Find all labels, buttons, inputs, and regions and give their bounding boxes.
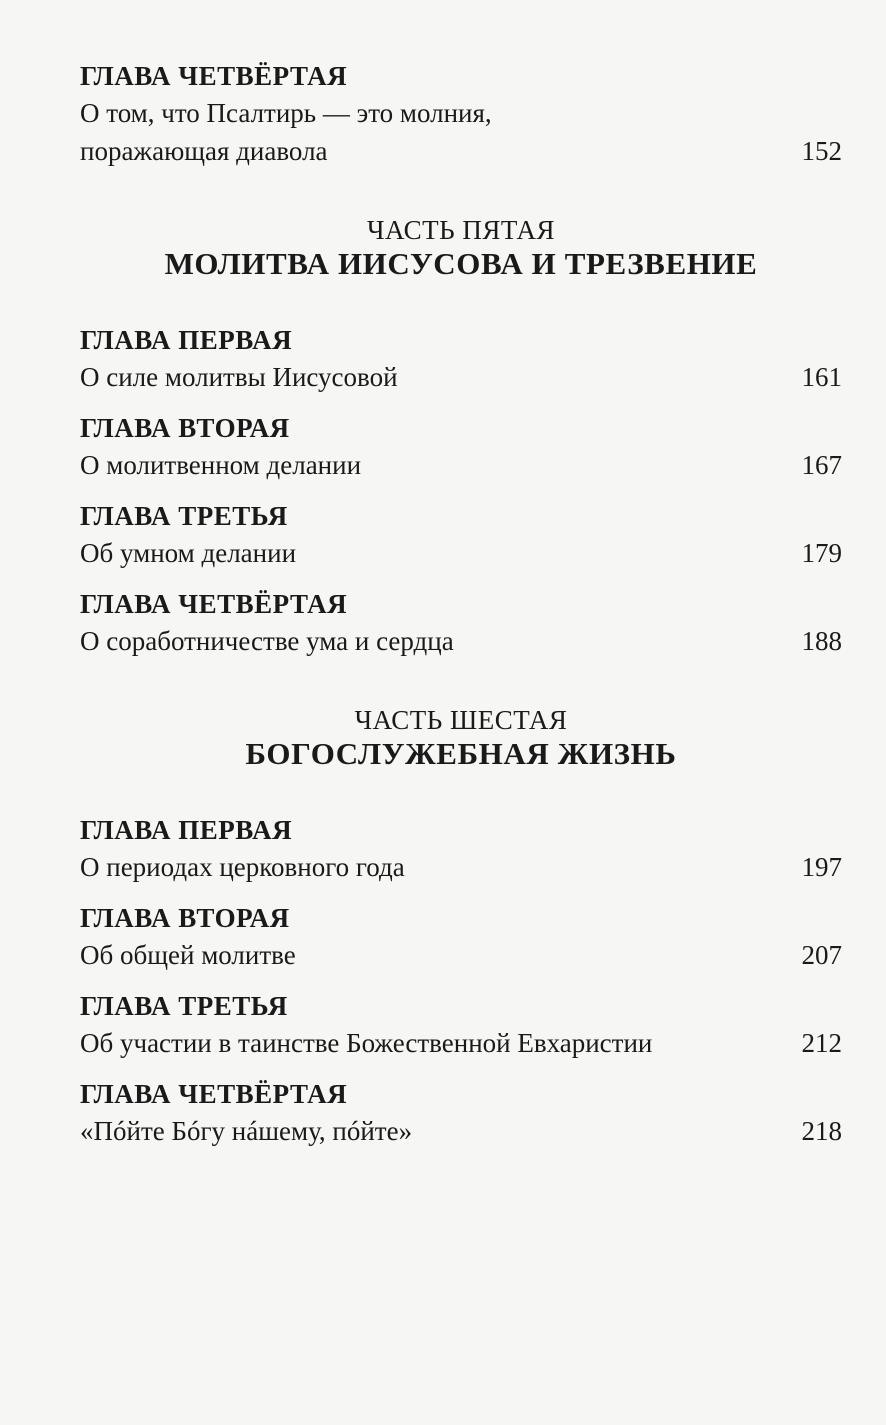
page-number: 188 bbox=[801, 626, 842, 656]
chapter-title-row bbox=[80, 446, 842, 484]
table-of-contents bbox=[80, 58, 842, 1164]
chapter-label: ГЛАВА ТРЕТЬЯ bbox=[80, 991, 288, 1021]
part-label: ЧАСТЬ ШЕСТАЯ bbox=[354, 705, 568, 735]
toc-entry bbox=[80, 410, 842, 484]
chapter-title: О том, что Псалтирь — это молния, bbox=[80, 98, 492, 128]
chapter-label: ГЛАВА ЧЕТВЁРТАЯ bbox=[80, 589, 348, 619]
chapter-title: О силе молитвы Иисусовой bbox=[80, 362, 398, 392]
chapter-title-row bbox=[80, 132, 842, 170]
toc-entry bbox=[80, 498, 842, 572]
chapter-title: О молитвенном делании bbox=[80, 450, 362, 480]
page-number: 179 bbox=[801, 538, 842, 568]
toc-entry bbox=[80, 988, 842, 1062]
toc-entry bbox=[80, 58, 842, 170]
chapter-title-row bbox=[80, 1024, 842, 1062]
page-number: 152 bbox=[801, 136, 842, 166]
page-number: 197 bbox=[801, 852, 842, 882]
chapter-title-row bbox=[80, 1112, 842, 1150]
chapter-title-row bbox=[80, 936, 842, 974]
chapter-label: ГЛАВА ВТОРАЯ bbox=[80, 413, 290, 443]
page-number: 212 bbox=[801, 1028, 842, 1058]
page-number: 161 bbox=[801, 362, 842, 392]
toc-entry bbox=[80, 1076, 842, 1150]
chapter-label: ГЛАВА ЧЕТВЁРТАЯ bbox=[80, 1079, 348, 1109]
chapter-label: ГЛАВА ЧЕТВЁРТАЯ bbox=[80, 61, 348, 91]
toc-entry bbox=[80, 812, 842, 886]
chapter-title: Об общей молитве bbox=[80, 940, 296, 970]
chapter-title-row bbox=[80, 358, 842, 396]
chapter-title-row bbox=[80, 622, 842, 660]
toc-entry bbox=[80, 900, 842, 974]
toc-entry bbox=[80, 322, 842, 396]
part-heading bbox=[80, 704, 842, 772]
part-title: МОЛИТВА ИИСУСОВА И ТРЕЗВЕНИЕ bbox=[164, 246, 758, 281]
chapter-title: О периодах церковного года bbox=[80, 852, 405, 882]
part-label: ЧАСТЬ ПЯТАЯ bbox=[366, 215, 556, 245]
chapter-label: ГЛАВА ВТОРАЯ bbox=[80, 903, 290, 933]
chapter-title-row bbox=[80, 94, 842, 132]
toc-entry bbox=[80, 586, 842, 660]
chapter-label: ГЛАВА ПЕРВАЯ bbox=[80, 815, 293, 845]
page-number: 218 bbox=[801, 1116, 842, 1146]
page-number: 207 bbox=[801, 940, 842, 970]
chapter-title: Об умном делании bbox=[80, 538, 297, 568]
chapter-title: «Пóйте Бóгу нáшему, пóйте» bbox=[80, 1116, 413, 1146]
part-title: БОГОСЛУЖЕБНАЯ ЖИЗНЬ bbox=[245, 736, 677, 771]
chapter-title: поражающая диавола bbox=[80, 136, 328, 166]
chapter-title: О соработничестве ума и сердца bbox=[80, 626, 454, 656]
part-heading bbox=[80, 214, 842, 282]
chapter-title: Об участии в таинстве Божественной Евхаристии bbox=[80, 1028, 653, 1058]
chapter-title-row bbox=[80, 534, 842, 572]
page-number: 167 bbox=[801, 450, 842, 480]
chapter-label: ГЛАВА ПЕРВАЯ bbox=[80, 325, 293, 355]
chapter-label: ГЛАВА ТРЕТЬЯ bbox=[80, 501, 288, 531]
chapter-title-row bbox=[80, 848, 842, 886]
